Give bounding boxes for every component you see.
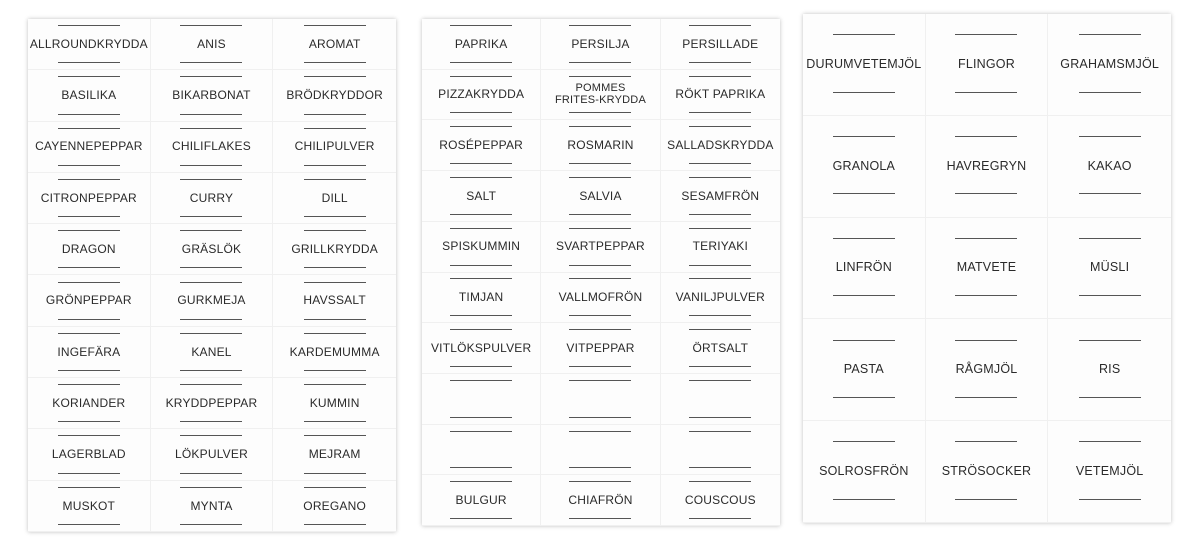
label-line-top <box>180 76 242 77</box>
label-cell <box>1048 116 1171 218</box>
label-line-bottom <box>569 467 631 468</box>
label-line-bottom <box>180 267 242 268</box>
label-text: SALLADSKRYDDA <box>667 137 774 152</box>
label-line-bottom <box>58 370 120 371</box>
label-line-bottom <box>58 319 120 320</box>
label-cell <box>926 116 1049 218</box>
label-line-bottom <box>180 62 242 63</box>
label-line-bottom <box>58 216 120 217</box>
label-cell <box>803 14 926 116</box>
label-line-top <box>569 431 631 432</box>
label-line-top <box>58 487 120 488</box>
label-text: ANIS <box>197 36 226 51</box>
label-text: VANILJPULVER <box>675 290 765 305</box>
label-cell <box>541 120 660 171</box>
label-line-top <box>450 228 512 229</box>
label-line-top <box>180 230 242 231</box>
label-line-bottom <box>180 421 242 422</box>
label-line-top <box>689 481 751 482</box>
label-cell <box>541 374 660 425</box>
label-cell <box>28 429 151 480</box>
label-line-bottom <box>180 370 242 371</box>
label-line-bottom <box>450 417 512 418</box>
label-line-top <box>569 177 631 178</box>
label-line-top <box>833 34 895 35</box>
label-line-top <box>569 25 631 26</box>
label-cell <box>151 70 274 121</box>
label-cell <box>28 275 151 326</box>
label-line-top <box>180 128 242 129</box>
label-text: SOLROSFRÖN <box>819 464 909 479</box>
label-line-bottom <box>450 518 512 519</box>
label-cell <box>273 19 396 70</box>
label-cell <box>661 273 780 324</box>
label-cell <box>273 481 396 532</box>
label-cell <box>151 19 274 70</box>
label-text: LINFRÖN <box>835 260 892 275</box>
label-line-top <box>58 384 120 385</box>
label-line-top <box>58 25 120 26</box>
label-cell <box>273 275 396 326</box>
label-cell <box>28 173 151 224</box>
label-cell <box>273 70 396 121</box>
label-text: RÖKT PAPRIKA <box>675 87 766 102</box>
label-line-bottom <box>58 524 120 525</box>
label-line-bottom <box>450 112 512 113</box>
label-text: CHILIFLAKES <box>172 139 251 154</box>
label-line-bottom <box>689 467 751 468</box>
label-line-bottom <box>833 295 895 296</box>
label-line-top <box>833 441 895 442</box>
label-line-top <box>689 278 751 279</box>
label-cell <box>926 14 1049 116</box>
label-line-bottom <box>955 193 1017 194</box>
label-cell <box>1048 218 1171 320</box>
label-cell <box>541 425 660 476</box>
label-line-top <box>569 76 631 77</box>
label-line-top <box>58 435 120 436</box>
label-line-top <box>569 380 631 381</box>
label-line-bottom <box>569 417 631 418</box>
label-text: POMMES FRITES-KRYDDA <box>554 81 646 106</box>
label-cell <box>28 481 151 532</box>
label-cell <box>422 475 541 526</box>
label-cell <box>422 425 541 476</box>
label-line-top <box>1079 441 1141 442</box>
label-line-top <box>1079 340 1141 341</box>
label-text: KANEL <box>191 344 232 359</box>
label-cell <box>422 19 541 70</box>
label-line-top <box>689 25 751 26</box>
label-line-top <box>304 282 366 283</box>
label-line-top <box>180 435 242 436</box>
label-line-bottom <box>180 319 242 320</box>
label-text: RIS <box>1098 362 1121 377</box>
label-cell <box>803 319 926 421</box>
label-cell <box>422 171 541 222</box>
label-line-bottom <box>58 165 120 166</box>
label-line-top <box>833 238 895 239</box>
label-line-top <box>689 177 751 178</box>
label-line-top <box>955 441 1017 442</box>
label-line-top <box>58 333 120 334</box>
label-line-bottom <box>304 370 366 371</box>
label-text: KUMMIN <box>309 395 360 410</box>
label-line-top <box>955 136 1017 137</box>
label-line-bottom <box>955 499 1017 500</box>
label-line-bottom <box>304 421 366 422</box>
label-line-top <box>689 228 751 229</box>
label-line-bottom <box>450 366 512 367</box>
label-line-top <box>58 230 120 231</box>
label-cell <box>28 224 151 275</box>
label-line-bottom <box>304 319 366 320</box>
label-line-bottom <box>1079 499 1141 500</box>
label-line-top <box>180 179 242 180</box>
label-cell <box>926 218 1049 320</box>
label-line-top <box>450 177 512 178</box>
label-line-top <box>304 230 366 231</box>
label-text: ROSÉPEPPAR <box>439 137 524 152</box>
label-cell <box>273 378 396 429</box>
label-line-bottom <box>304 267 366 268</box>
label-line-bottom <box>180 473 242 474</box>
label-line-bottom <box>304 216 366 217</box>
label-line-bottom <box>1079 193 1141 194</box>
label-text: PAPRIKA <box>454 36 508 51</box>
label-text: VITPEPPAR <box>566 340 635 355</box>
label-line-top <box>689 76 751 77</box>
label-cell <box>273 122 396 173</box>
label-line-bottom <box>304 165 366 166</box>
label-sheet-pantry <box>803 14 1171 523</box>
label-line-bottom <box>58 267 120 268</box>
label-line-bottom <box>450 315 512 316</box>
label-line-bottom <box>689 417 751 418</box>
label-text: COUSCOUS <box>684 492 756 507</box>
label-line-bottom <box>833 92 895 93</box>
label-line-bottom <box>569 112 631 113</box>
label-line-bottom <box>955 295 1017 296</box>
label-line-bottom <box>180 216 242 217</box>
label-text: TIMJAN <box>458 290 504 305</box>
label-line-bottom <box>689 62 751 63</box>
label-line-top <box>304 76 366 77</box>
label-cell <box>541 171 660 222</box>
label-line-bottom <box>689 518 751 519</box>
label-text: CAYENNEPEPPAR <box>35 139 143 154</box>
label-line-top <box>180 25 242 26</box>
label-cell <box>661 171 780 222</box>
label-cell <box>151 275 274 326</box>
label-cell <box>28 70 151 121</box>
label-cell <box>151 224 274 275</box>
label-line-bottom <box>450 467 512 468</box>
label-line-top <box>955 340 1017 341</box>
label-line-bottom <box>58 62 120 63</box>
label-cell <box>661 70 780 121</box>
label-line-bottom <box>450 62 512 63</box>
label-text: BRÖDKRYDDOR <box>286 88 383 103</box>
label-line-bottom <box>689 265 751 266</box>
label-line-bottom <box>689 112 751 113</box>
label-text: LAGERBLAD <box>51 447 126 462</box>
label-line-top <box>1079 238 1141 239</box>
label-text: ÖRTSALT <box>692 340 749 355</box>
label-line-top <box>569 329 631 330</box>
label-text: CHIAFRÖN <box>568 492 633 507</box>
label-line-top <box>689 380 751 381</box>
label-line-bottom <box>569 518 631 519</box>
label-line-bottom <box>450 265 512 266</box>
label-text: MEJRAM <box>308 447 361 462</box>
label-line-top <box>689 431 751 432</box>
label-line-top <box>450 126 512 127</box>
label-line-top <box>955 238 1017 239</box>
label-line-top <box>304 435 366 436</box>
label-cell <box>422 323 541 374</box>
label-cell <box>661 120 780 171</box>
label-line-top <box>450 481 512 482</box>
label-cell <box>422 273 541 324</box>
label-cell <box>541 475 660 526</box>
label-line-top <box>450 76 512 77</box>
label-line-bottom <box>569 163 631 164</box>
label-line-top <box>180 384 242 385</box>
label-line-top <box>1079 34 1141 35</box>
label-line-bottom <box>304 473 366 474</box>
label-line-top <box>58 76 120 77</box>
label-text: KARDEMUMMA <box>289 344 380 359</box>
label-line-bottom <box>955 92 1017 93</box>
label-cell <box>803 116 926 218</box>
label-cell <box>541 70 660 121</box>
label-cell <box>151 481 274 532</box>
label-line-bottom <box>58 114 120 115</box>
label-line-bottom <box>569 315 631 316</box>
label-line-bottom <box>180 165 242 166</box>
label-line-bottom <box>58 473 120 474</box>
label-text: GRILLKRYDDA <box>291 242 378 257</box>
label-sheet-spices-1 <box>28 19 396 532</box>
label-text: RÅGMJÖL <box>955 362 1018 377</box>
label-line-top <box>304 487 366 488</box>
label-text: GRÖNPEPPAR <box>45 293 132 308</box>
label-text: DRAGON <box>61 242 116 257</box>
label-cell <box>541 323 660 374</box>
label-line-top <box>304 384 366 385</box>
label-text: MÜSLI <box>1090 260 1130 275</box>
label-text: STRÖSOCKER <box>941 464 1032 479</box>
label-line-top <box>58 179 120 180</box>
label-cell <box>661 19 780 70</box>
label-text: BASILIKA <box>61 88 117 103</box>
label-cell <box>661 374 780 425</box>
label-line-top <box>58 128 120 129</box>
label-line-top <box>450 25 512 26</box>
label-text: HAVSSALT <box>303 293 366 308</box>
label-line-bottom <box>569 62 631 63</box>
label-line-top <box>689 126 751 127</box>
label-cell <box>273 173 396 224</box>
label-line-top <box>304 25 366 26</box>
label-text: KORIANDER <box>52 395 126 410</box>
label-cell <box>541 222 660 273</box>
label-text: CHILIPULVER <box>294 139 375 154</box>
label-line-top <box>304 128 366 129</box>
label-cell <box>273 327 396 378</box>
label-cell <box>422 70 541 121</box>
label-text: INGEFÄRA <box>57 344 121 359</box>
label-line-top <box>569 481 631 482</box>
label-cell <box>273 429 396 480</box>
label-line-bottom <box>1079 295 1141 296</box>
label-cell <box>28 19 151 70</box>
label-text: GRAHAMSMJÖL <box>1060 56 1160 71</box>
label-line-bottom <box>689 163 751 164</box>
label-line-bottom <box>833 193 895 194</box>
label-cell <box>151 378 274 429</box>
label-line-bottom <box>1079 397 1141 398</box>
label-text: AROMAT <box>308 36 361 51</box>
label-text: KAKAO <box>1087 158 1132 173</box>
label-text: KRYDDPEPPAR <box>165 395 258 410</box>
label-text: BIKARBONAT <box>172 88 251 103</box>
label-text: VITLÖKSPULVER <box>430 340 532 355</box>
label-text: MYNTA <box>190 498 233 513</box>
label-line-bottom <box>833 499 895 500</box>
label-cell <box>1048 14 1171 116</box>
label-text: MUSKOT <box>62 498 116 513</box>
label-cell <box>661 323 780 374</box>
label-text: CURRY <box>189 190 234 205</box>
label-cell <box>422 374 541 425</box>
label-cell <box>273 224 396 275</box>
label-cell <box>151 122 274 173</box>
label-text: VETEMJÖL <box>1075 464 1144 479</box>
label-sheet-spices-2 <box>422 19 780 526</box>
label-text: PIZZAKRYDDA <box>438 87 525 102</box>
label-line-bottom <box>58 421 120 422</box>
label-line-bottom <box>689 214 751 215</box>
label-line-top <box>450 380 512 381</box>
label-text: BULGUR <box>455 492 507 507</box>
label-line-top <box>304 333 366 334</box>
label-line-top <box>450 431 512 432</box>
label-line-top <box>569 228 631 229</box>
label-text: VALLMOFRÖN <box>558 290 643 305</box>
label-line-bottom <box>689 315 751 316</box>
label-line-bottom <box>180 524 242 525</box>
label-text: DURUMVETEMJÖL <box>806 56 922 71</box>
label-text: HAVREGRYN <box>946 158 1027 173</box>
label-line-top <box>304 179 366 180</box>
label-text: GRANOLA <box>832 158 896 173</box>
label-cell <box>28 327 151 378</box>
label-text: ROSMARIN <box>567 137 634 152</box>
label-line-top <box>689 329 751 330</box>
label-cell <box>28 122 151 173</box>
label-text: SESAMFRÖN <box>681 188 760 203</box>
label-cell <box>422 222 541 273</box>
label-text: PERSILLADE <box>682 36 759 51</box>
label-cell <box>661 475 780 526</box>
label-text: SVARTPEPPAR <box>556 239 645 254</box>
label-text: SALT <box>466 188 497 203</box>
label-cell <box>151 429 274 480</box>
label-text: SPISKUMMIN <box>442 239 521 254</box>
label-text: ALLROUNDKRYDDA <box>29 36 148 51</box>
label-text: GURKMEJA <box>177 293 246 308</box>
label-line-bottom <box>304 114 366 115</box>
label-line-top <box>569 278 631 279</box>
label-line-bottom <box>955 397 1017 398</box>
label-cell <box>151 327 274 378</box>
label-line-top <box>569 126 631 127</box>
label-line-bottom <box>1079 92 1141 93</box>
label-line-bottom <box>569 366 631 367</box>
label-cell <box>926 421 1049 523</box>
label-cell <box>151 173 274 224</box>
label-text: GRÄSLÖK <box>181 242 242 257</box>
label-line-bottom <box>180 114 242 115</box>
label-text: DILL <box>321 190 348 205</box>
label-cell <box>28 378 151 429</box>
label-line-bottom <box>569 214 631 215</box>
label-line-top <box>1079 136 1141 137</box>
label-line-top <box>450 329 512 330</box>
label-text: FLINGOR <box>958 56 1015 71</box>
label-cell <box>422 120 541 171</box>
label-line-top <box>833 136 895 137</box>
label-cell <box>803 421 926 523</box>
label-text: CITRONPEPPAR <box>40 190 137 205</box>
label-line-bottom <box>689 366 751 367</box>
label-line-bottom <box>450 214 512 215</box>
label-line-top <box>180 487 242 488</box>
label-line-bottom <box>304 62 366 63</box>
label-cell <box>1048 421 1171 523</box>
label-cell <box>541 19 660 70</box>
label-text: OREGANO <box>303 498 367 513</box>
label-text: MATVETE <box>956 260 1017 275</box>
label-cell <box>661 222 780 273</box>
label-line-bottom <box>304 524 366 525</box>
label-line-bottom <box>569 265 631 266</box>
label-line-top <box>450 278 512 279</box>
label-text: LÖKPULVER <box>175 447 248 462</box>
label-text: PERSILJA <box>571 36 630 51</box>
label-line-top <box>180 282 242 283</box>
label-cell <box>661 425 780 476</box>
label-cell <box>1048 319 1171 421</box>
label-text: TERIYAKI <box>692 239 749 254</box>
label-cell <box>541 273 660 324</box>
label-line-top <box>955 34 1017 35</box>
label-line-top <box>58 282 120 283</box>
label-line-bottom <box>833 397 895 398</box>
label-line-bottom <box>450 163 512 164</box>
label-text: SALVIA <box>579 188 622 203</box>
label-line-top <box>833 340 895 341</box>
label-cell <box>926 319 1049 421</box>
label-line-top <box>180 333 242 334</box>
label-text: PASTA <box>843 362 884 377</box>
label-cell <box>803 218 926 320</box>
